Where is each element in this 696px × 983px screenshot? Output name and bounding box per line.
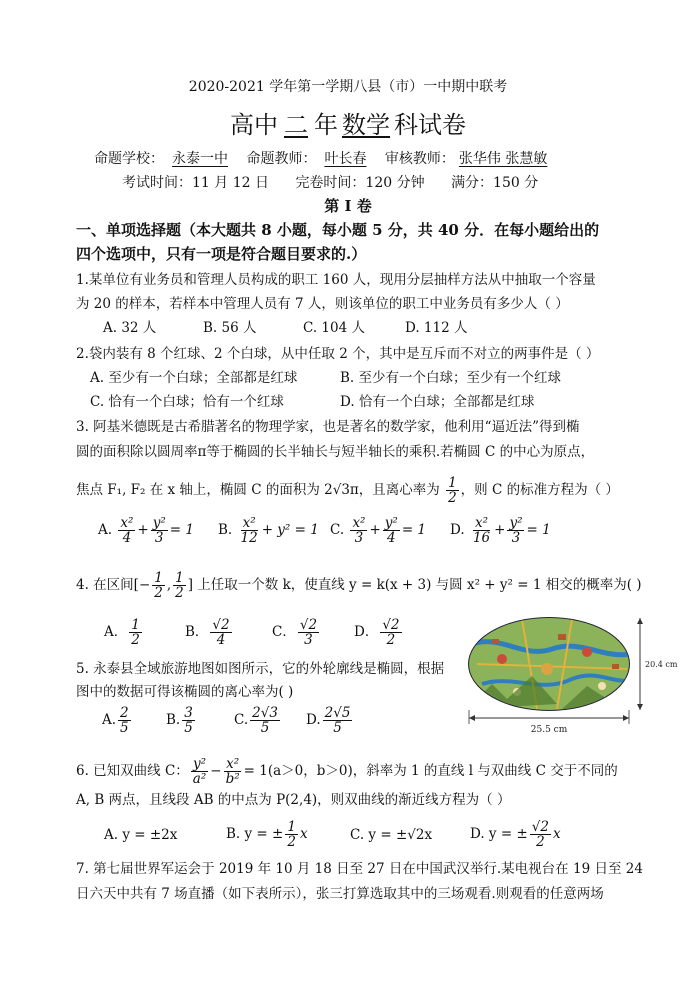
q3-text-line3: 焦点 F₁, F₂ 在 x 轴上，椭圆 C 的面积为 2√3π，且离心率为 $\frac{1}{2}$ ，则 C 的标准方程为（ ） (76, 475, 619, 506)
q5-option-d: D. $\frac{2√5}{5}$ (306, 705, 351, 736)
q7-text-line1: 7. 第七届世界军运会于 2019 年 10 月 18 日至 27 日在中国武汉举行.某电视台在 19 日至 24 (76, 861, 643, 877)
q3-text-line2: 圆的面积除以圆周率π等于椭圆的长半轴长与短半轴长的乘积.若椭圆 C 的中心为原点， (76, 444, 595, 460)
q2-text-line1: 2.袋内装有 8 个红球、2 个白球，从中任取 2 个，其中是互斥而不对立的两事件是（ ） (76, 346, 600, 362)
q4-text-line1: 4. 在区间[− $\frac{1}{2}$ , $\frac{1}{2}$ ] 上任取一个数 k，使直线 y = k(x + 3) 与圆 x² + y² = 1 相交的概率为( ) (76, 570, 642, 601)
q1-option-a: A. 32 人 (103, 320, 157, 336)
map-width-label: 25.5 cm (530, 725, 568, 735)
q3-option-d: D. $\frac{\text{x²}}{16}$ + $\frac{\text{y²}}{3}$ = 1 (450, 515, 551, 546)
q2-option-c: C. 恰有一个白球；恰有一个红球 (90, 394, 284, 410)
q6-option-c: C. y = ±√2x (350, 827, 433, 843)
q2-option-a: A. 至少有一个白球；全部都是红球 (90, 370, 298, 386)
q1-option-d: D. 112 人 (405, 320, 468, 336)
q5-option-b: B. $\frac{3}{5}$ (166, 705, 193, 736)
q6-option-a: A. y = ±2x (104, 827, 178, 843)
map-height-label: 20.4 cm (645, 660, 678, 669)
author-line: 命题学校： 永泰一中 命题教师： 叶长春 审核教师： 张华伟 张慧敏 (94, 151, 548, 167)
q1-text-line2: 为 20 的样本，若样本中管理人员有 7 人，则该单位的职工中业务员有多少人（ ） (76, 296, 569, 312)
exam-time-line: 考试时间：11 月 12 日 完卷时间：120 分钟 满分：150 分 (122, 175, 539, 191)
q6-text-line1: 6. 已知双曲线 C： $\frac{\text{y²}}{\text{a²}}$ − $\frac{\text{x²}}{\text{b²}}$ = 1(a＞0，b＞0)，斜率为 1 的直线 l 与双曲线 C 交于不同的 (76, 756, 618, 787)
map-illustration (462, 614, 642, 714)
q7-text-line2: 日六天中共有 7 场直播（如下表所示），张三打算选取其中的三场观看.则观看的任意两场 (76, 886, 604, 902)
exam-subtitle: 2020-2021 学年第一学期八县（市）一中期中联考 (188, 79, 508, 95)
q1-option-c: C. 104 人 (303, 320, 365, 336)
q5-option-a: A. $\frac{2}{5}$ (102, 705, 129, 736)
q4-option-d: D． $\frac{√2}{2}$ (354, 617, 400, 648)
q6-option-b: B. y = ± $\frac{1}{2}$ x (226, 819, 308, 850)
q4-option-b: B． $\frac{√2}{4}$ (185, 617, 230, 648)
q3-option-b: B. $\frac{\text{x²}}{12}$ + y² = 1 (218, 515, 319, 546)
q1-text-line1: 1.某单位有业务员和管理人员构成的职工 160 人，现用分层抽样方法从中抽取一个容量 (76, 272, 596, 288)
q3-text-line1: 3. 阿基米德既是古希腊著名的物理学家，也是著名的数学家，他利用“逼近法”得到椭 (76, 419, 580, 435)
tourism-map-figure (462, 614, 690, 736)
exam-title: 高中 二 年 数学 科试卷 (230, 111, 466, 139)
volume-heading: 第 I 卷 (324, 197, 372, 215)
section1-title-line2: 四个选项中，只有一项是符合题目要求的.） (76, 245, 367, 263)
section1-title-line1: 一、单项选择题（本大题共 8 小题，每小题 5 分，共 40 分．在每小题给出的 (76, 221, 600, 239)
q3-option-c: C. $\frac{\text{x²}}{3}$ + $\frac{\text{y²}}{4}$ = 1 (330, 515, 427, 546)
q5-text-line2: 图中的数据可得该椭圆的离心率为( ) (76, 684, 294, 700)
q3-eccentricity-fraction: $\frac{1}{2}$ (448, 475, 457, 506)
q5-text-line1: 5. 永泰县全域旅游地图如图所示，它的外轮廓线是椭圆，根据 (76, 661, 445, 677)
q3-option-a: A. $\frac{\text{x²}}{4}$ + $\frac{\text{y²}}{3}$ = 1 (98, 515, 194, 546)
q2-option-d: D. 恰有一个白球；全部都是红球 (340, 394, 535, 410)
q1-option-b: B. 56 人 (203, 320, 257, 336)
q5-option-c: C. $\frac{2√3}{5}$ (234, 705, 278, 736)
q2-option-b: B. 至少有一个白球；至少有一个红球 (340, 370, 562, 386)
q4-option-a: A． $\frac{1}{2}$ (104, 617, 140, 648)
q6-option-d: D. y = ± $\frac{√2}{2}$ x (470, 819, 561, 850)
q4-option-c: C． $\frac{√2}{3}$ (272, 617, 318, 648)
q6-text-line2: A, B 两点，且线段 AB 的中点为 P(2,4)，则双曲线的渐近线方程为（ ） (76, 792, 511, 808)
